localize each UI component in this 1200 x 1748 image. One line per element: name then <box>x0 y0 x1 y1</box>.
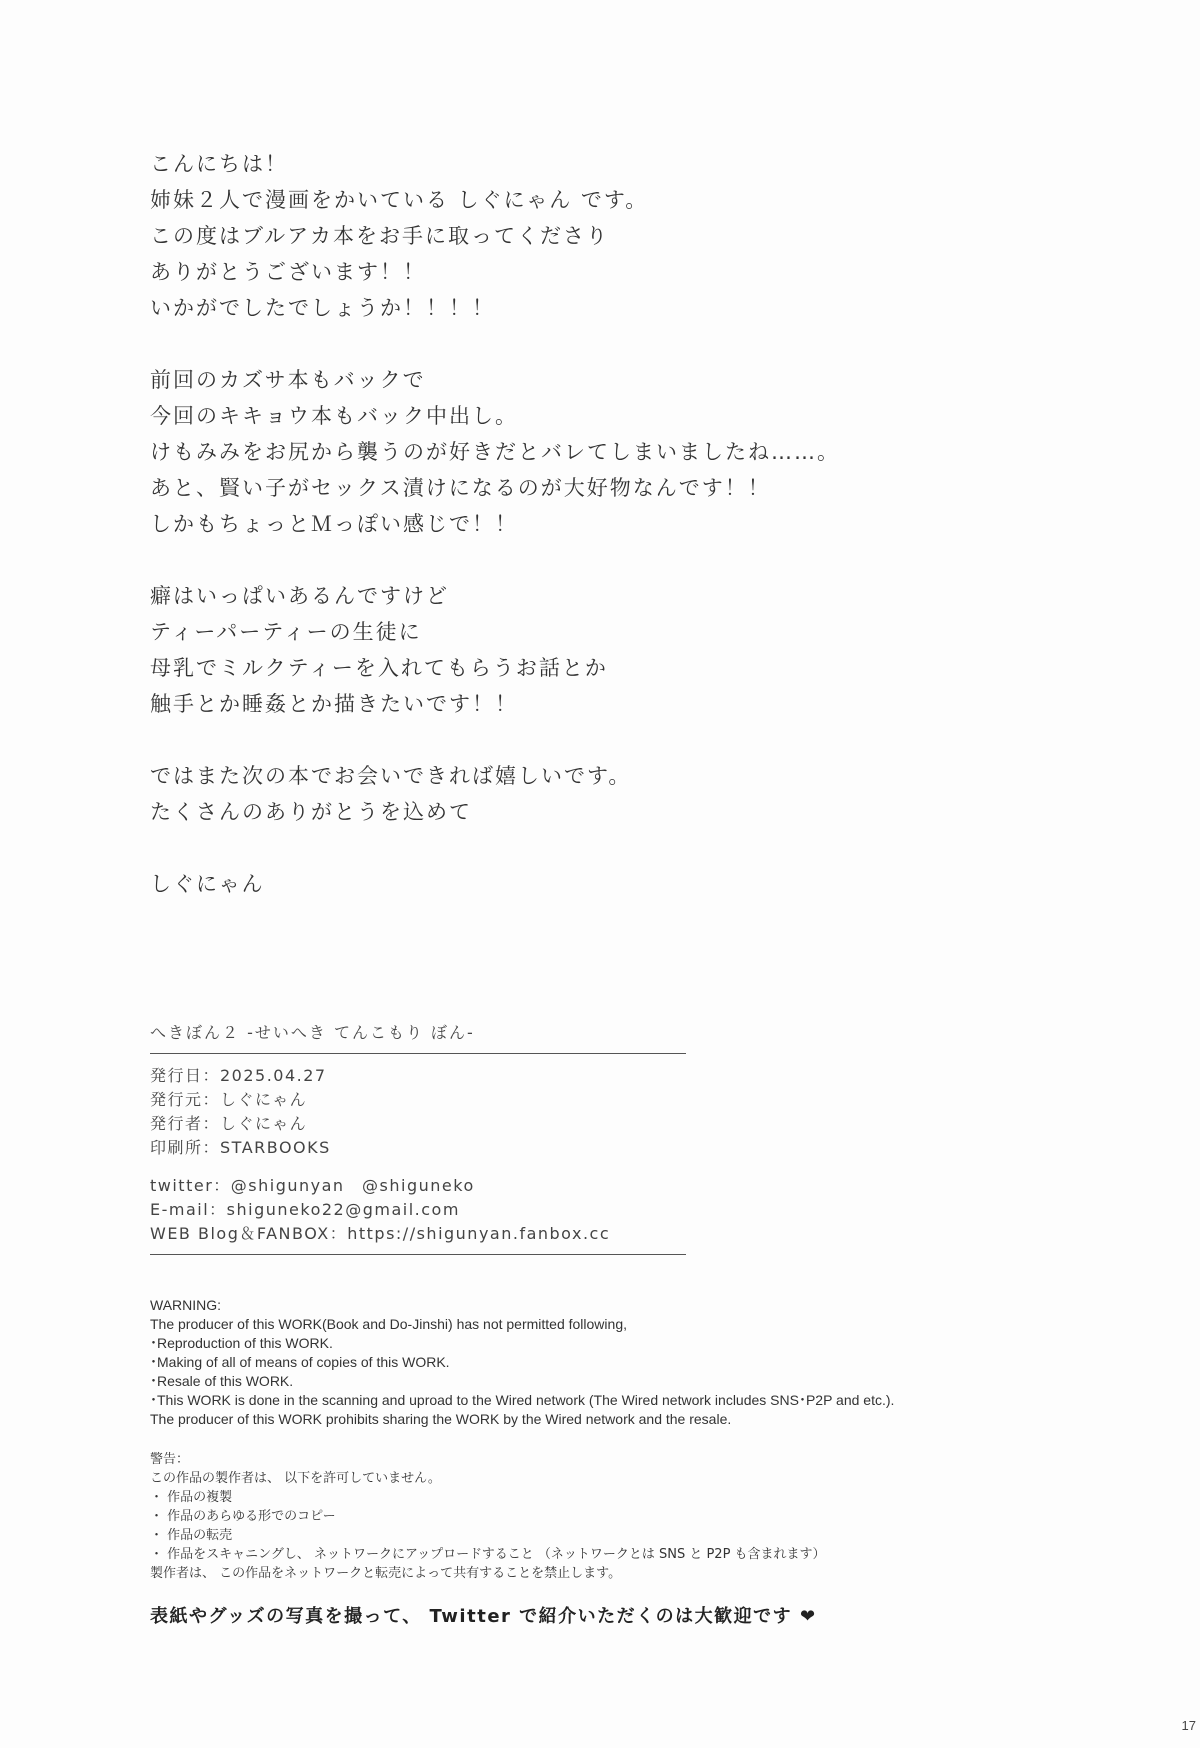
message-paragraph <box>150 758 910 830</box>
message-line: 触手とか睡姦とか描きたいです！！ <box>150 692 518 716</box>
warning-line: 製作者は、 この作品をネットワークと転売によって共有することを禁止します。 <box>150 1566 622 1581</box>
message-line: たくさんのありがとうを込めて <box>150 800 472 824</box>
message-line: この度はブルアカ本をお手に取ってくださり <box>150 224 609 248</box>
web-link: WEB Blog＆FANBOX：https://shigunyan.fanbox.cc <box>150 1224 611 1243</box>
message-line: 母乳でミルクティーを入れてもらうお話とか <box>150 656 608 680</box>
contact-info <box>150 1174 690 1246</box>
heart-icon: ❤ <box>799 1606 817 1627</box>
page-number: 17 <box>1181 1718 1196 1733</box>
divider <box>150 1254 686 1255</box>
warning-english <box>150 1296 1010 1429</box>
issuer: 発行者：しぐにゃん <box>150 1114 308 1133</box>
warning-line: ・ 作品をスキャニングし、 ネットワークにアップロードすること （ネットワークとは SNS と P2P も含まれます） <box>150 1547 826 1562</box>
message-line: ありがとうございます！！ <box>150 260 426 284</box>
message-paragraph <box>150 362 910 542</box>
warning-line: The producer of this WORK prohibits sharing the WORK by the Wired network and the resale. <box>150 1411 732 1427</box>
divider <box>150 1053 686 1054</box>
message-line: しかもちょっとＭっぽい感じで！！ <box>150 512 518 536</box>
warning-line: ･Reproduction of this WORK. <box>150 1335 333 1351</box>
warning-heading: 警告： <box>150 1452 190 1467</box>
message-line: けもみみをお尻から襲うのが好きだとバレてしまいましたね……。 <box>150 440 840 464</box>
afterword-message <box>150 146 910 938</box>
warning-line: ･Making of all of means of copies of this WORK. <box>150 1354 450 1370</box>
warning-line: この作品の製作者は、 以下を許可していません。 <box>150 1471 441 1486</box>
message-line: ではまた次の本でお会いできれば嬉しいです。 <box>150 764 632 788</box>
twitter-handles: twitter：@shigunyan @shiguneko <box>150 1176 475 1195</box>
message-line: あと、賢い子がセックス漬けになるのが大好物なんです！！ <box>150 476 771 500</box>
warning-line: ･Resale of this WORK. <box>150 1373 294 1389</box>
footer-note <box>150 1602 817 1628</box>
warning-line: The producer of this WORK(Book and Do-Jinshi) has not permitted following, <box>150 1316 627 1332</box>
warning-line: ･This WORK is done in the scanning and uproad to the Wired network (The Wired network includes SNS･P2P and etc.). <box>150 1392 895 1408</box>
message-line: いかがでしたでしょうか！！！！ <box>150 296 495 320</box>
warning-line: ・ 作品のあらゆる形でのコピー <box>150 1509 336 1524</box>
printer: 印刷所：STARBOOKS <box>150 1138 331 1157</box>
message-line: 癖はいっぱいあるんですけど <box>150 584 449 608</box>
footer-note-text: 表紙やグッズの写真を撮って、 Twitter で紹介いただくのは大歓迎です <box>150 1606 793 1627</box>
signature-line: しぐにゃん <box>150 872 265 896</box>
email-address: E-mail：shiguneko22@gmail.com <box>150 1200 460 1219</box>
book-title: へきぼん２ -せいへき てんこもり ぼん- <box>150 1023 475 1042</box>
warning-line: ・ 作品の複製 <box>150 1490 233 1505</box>
message-line: 姉妹２人で漫画をかいている しぐにゃん です。 <box>150 188 649 212</box>
message-line: 今回のキキョウ本もバック中出し。 <box>150 404 518 428</box>
message-line: 前回のカズサ本もバックで <box>150 368 426 392</box>
publisher: 発行元：しぐにゃん <box>150 1090 308 1109</box>
message-paragraph <box>150 578 910 722</box>
colophon <box>150 1020 690 1255</box>
warning-japanese <box>150 1450 1010 1583</box>
message-paragraph <box>150 146 910 326</box>
message-signature <box>150 866 910 902</box>
warning-line: ・ 作品の転売 <box>150 1528 233 1543</box>
warning-heading: WARNING: <box>150 1297 222 1313</box>
message-line: こんにちは！ <box>150 152 288 176</box>
publication-info <box>150 1064 690 1160</box>
publish-date: 発行日：2025.04.27 <box>150 1066 327 1085</box>
message-line: ティーパーティーの生徒に <box>150 620 422 644</box>
